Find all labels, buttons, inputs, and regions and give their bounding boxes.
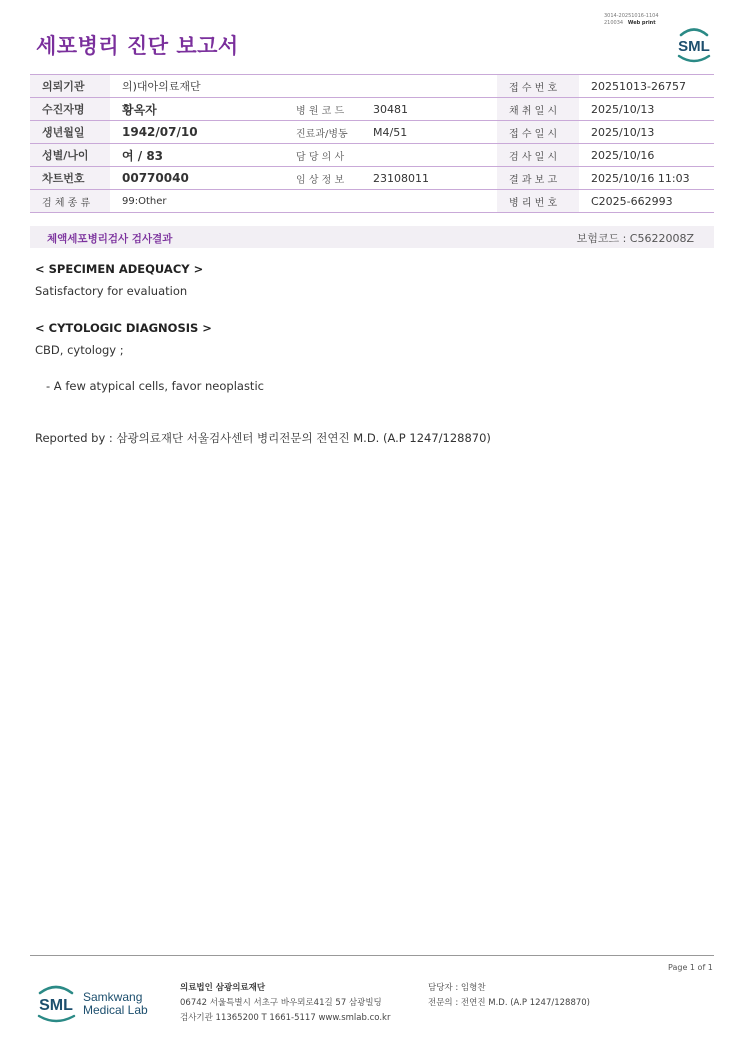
- sml-logo-icon: [673, 24, 715, 64]
- row-label: 의뢰기관: [30, 75, 110, 98]
- staff-label: 담당자 :: [428, 983, 459, 993]
- patient-info-table: [30, 74, 714, 213]
- row-value: 23108011: [361, 167, 497, 190]
- samkwang-logo-icon: [36, 980, 156, 1026]
- row-label: 성별/나이: [30, 144, 110, 167]
- diagnosis-finding: - A few atypical cells, favor neoplastic: [46, 379, 264, 393]
- print-info-line1: 3014-20251016-1104: [604, 13, 659, 19]
- row-value: 20251013-26757: [579, 75, 714, 98]
- row-label: 생년월일: [30, 121, 110, 144]
- row-value: 00770040: [110, 167, 280, 190]
- footer-staff: [428, 981, 486, 993]
- row-value: 2025/10/13: [579, 98, 714, 121]
- row-label: [280, 190, 361, 213]
- row-value: 99:Other: [110, 190, 280, 213]
- row-label: 채 취 일 시: [497, 98, 579, 121]
- table-row: [30, 98, 714, 121]
- row-value: 1942/07/10: [110, 121, 280, 144]
- diagnosis-site: CBD, cytology ;: [35, 343, 124, 357]
- logo-mark-top: SML: [678, 38, 710, 55]
- row-value: 30481: [361, 98, 497, 121]
- print-label: Web print: [627, 20, 656, 26]
- table-row: [30, 121, 714, 144]
- row-label: 병 리 번 호: [497, 190, 579, 213]
- row-value: 2025/10/16 11:03: [579, 167, 714, 190]
- row-label: 진료과/병동: [280, 121, 361, 144]
- row-value: 의)대아의료재단: [110, 75, 280, 98]
- row-value: [361, 144, 497, 167]
- row-label: 담 당 의 사: [280, 144, 361, 167]
- footer-contact: 검사기관 11365200 T 1661-5117 www.smlab.co.kr: [180, 1013, 391, 1023]
- table-row: [30, 190, 714, 213]
- diagnosis-heading: < CYTOLOGIC DIAGNOSIS >: [35, 321, 212, 335]
- row-label: 검 사 일 시: [497, 144, 579, 167]
- row-value: C2025-662993: [579, 190, 714, 213]
- row-value: [361, 190, 497, 213]
- row-label: 결 과 보 고: [497, 167, 579, 190]
- table-row: [30, 75, 714, 98]
- specialist-name: 전연진 M.D. (A.P 1247/128870): [460, 998, 590, 1008]
- row-value: 2025/10/16: [579, 144, 714, 167]
- row-label: 접 수 번 호: [497, 75, 579, 98]
- row-label: [280, 75, 361, 98]
- reported-by: Reported by : 삼광의료재단 서울검사센터 병리전문의 전연진 M.D. (A.P 1247/128870): [35, 431, 491, 445]
- print-code: 210034: [604, 20, 624, 26]
- result-section-bar: [30, 226, 714, 248]
- row-value: 2025/10/13: [579, 121, 714, 144]
- row-value: 여 / 83: [110, 144, 280, 167]
- logo-mark-bottom: SML: [39, 997, 73, 1014]
- print-info-line2: [604, 20, 659, 27]
- table-row: [30, 167, 714, 190]
- footer-org-name: 의료법인 삼광의료재단: [180, 983, 266, 993]
- row-value: [361, 75, 497, 98]
- row-value: 황옥자: [110, 98, 280, 121]
- report-title: 세포병리 진단 보고서: [36, 34, 239, 58]
- row-label: 검 체 종 류: [30, 190, 110, 213]
- logo-name-line1: Samkwang: [83, 990, 143, 1004]
- page-number: Page 1 of 1: [668, 963, 713, 972]
- footer-divider: [30, 955, 714, 956]
- logo-name-line2: Medical Lab: [83, 1003, 148, 1017]
- footer-specialist: [428, 996, 590, 1008]
- adequacy-heading: < SPECIMEN ADEQUACY >: [35, 262, 204, 276]
- row-label: 병 원 코 드: [280, 98, 361, 121]
- print-info: [604, 13, 659, 27]
- insurance-code: 보험코드 : C5622008Z: [576, 232, 694, 245]
- specialist-label: 전문의 :: [428, 998, 459, 1008]
- footer-address: 06742 서울특별시 서초구 바우뫼로41길 57 삼광빌딩: [180, 998, 382, 1008]
- staff-name: 임형찬: [460, 983, 486, 993]
- row-label: 수진자명: [30, 98, 110, 121]
- row-value: M4/51: [361, 121, 497, 144]
- table-row: [30, 144, 714, 167]
- row-label: 차트번호: [30, 167, 110, 190]
- row-label: 임 상 정 보: [280, 167, 361, 190]
- adequacy-text: Satisfactory for evaluation: [35, 284, 188, 298]
- row-label: 접 수 일 시: [497, 121, 579, 144]
- result-section-title: 체액세포병리검사 검사결과: [47, 233, 173, 245]
